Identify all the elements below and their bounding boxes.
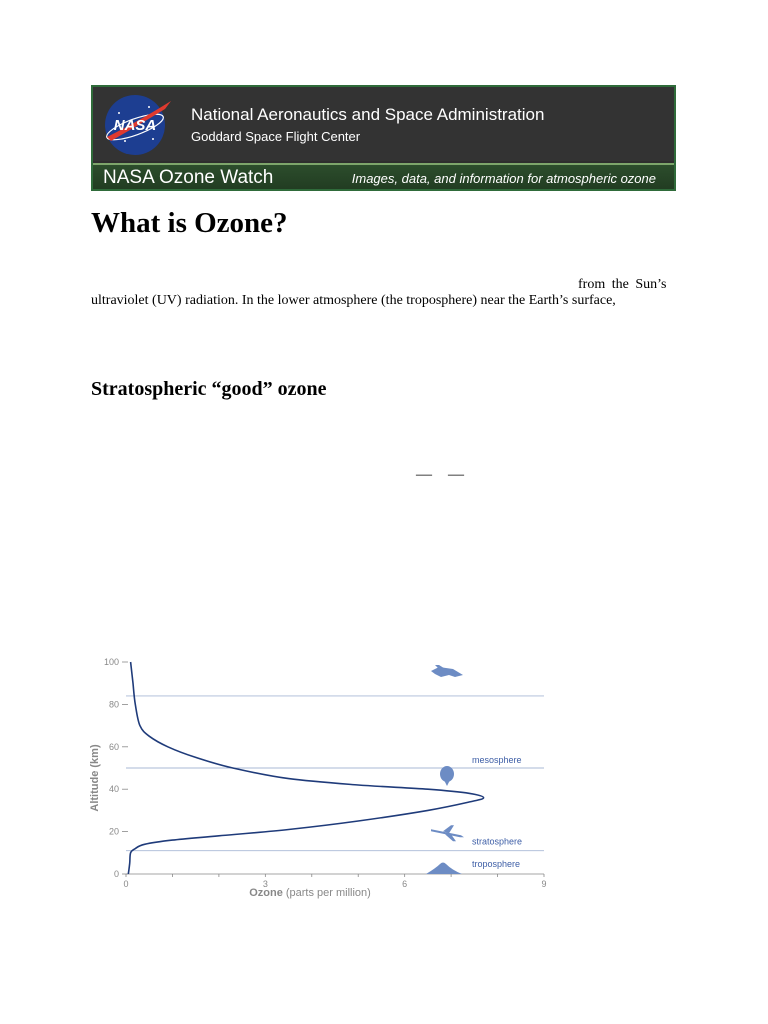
balloon-tail bbox=[444, 780, 450, 786]
x-tick-label-2: 6 bbox=[402, 879, 408, 889]
nasa-ozone-watch-banner bbox=[91, 85, 676, 191]
space-shuttle-icon bbox=[431, 665, 463, 677]
site-tagline: Images, data, and information for atmospheric ozone bbox=[351, 171, 656, 186]
logo-text: NASA bbox=[113, 117, 157, 134]
center-name: Goddard Space Flight Center bbox=[191, 129, 361, 144]
y-tick-label-1: 20 bbox=[108, 826, 119, 837]
x-axis-label-main: Ozone bbox=[249, 887, 283, 899]
dash-1: — bbox=[416, 466, 432, 483]
section-heading: Stratospheric “good” ozone bbox=[91, 378, 327, 400]
layer-label-stratosphere: stratosphere bbox=[472, 836, 523, 847]
x-tick-label-1: 3 bbox=[262, 879, 268, 889]
banner-top bbox=[93, 87, 674, 161]
y-axis-label: Altitude (km) bbox=[89, 744, 101, 812]
banner-bar bbox=[93, 165, 674, 189]
y-tick-label-4: 80 bbox=[108, 699, 119, 710]
y-tick-label-0: 0 bbox=[113, 869, 119, 879]
paragraph-fragment-1: from the Sun’s bbox=[578, 277, 667, 292]
weather-balloon-icon bbox=[440, 766, 454, 786]
org-name: National Aeronautics and Space Administration bbox=[191, 105, 545, 124]
y-tick-label-2: 40 bbox=[108, 784, 119, 795]
balloon-envelope bbox=[440, 766, 454, 782]
site-title: NASA Ozone Watch bbox=[103, 167, 274, 188]
mountain-shape bbox=[426, 863, 462, 875]
page-title: What is Ozone? bbox=[91, 207, 288, 239]
chart-svg bbox=[88, 652, 558, 902]
nasa-logo-icon bbox=[99, 93, 173, 157]
x-tick-label-0: 0 bbox=[123, 879, 129, 889]
y-tick-label-3: 60 bbox=[108, 741, 119, 752]
x-axis-label bbox=[249, 887, 371, 899]
shuttle-body bbox=[431, 667, 463, 677]
dash-2: — bbox=[448, 466, 464, 483]
x-tick-label-3: 9 bbox=[541, 879, 547, 889]
paragraph-fragment-2: ultraviolet (UV) radiation. In the lower atmosphere (the troposphere) near the Earth’s surface, bbox=[91, 293, 616, 308]
x-axis-label-units: (parts per million) bbox=[285, 887, 371, 899]
ozone-altitude-chart bbox=[88, 652, 558, 902]
airplane-icon bbox=[431, 825, 464, 841]
layer-label-troposphere: troposphere bbox=[472, 859, 521, 869]
y-tick-label-5: 100 bbox=[103, 657, 119, 667]
layer-label-mesosphere: mesosphere bbox=[472, 755, 522, 765]
mountain-icon bbox=[426, 863, 462, 875]
